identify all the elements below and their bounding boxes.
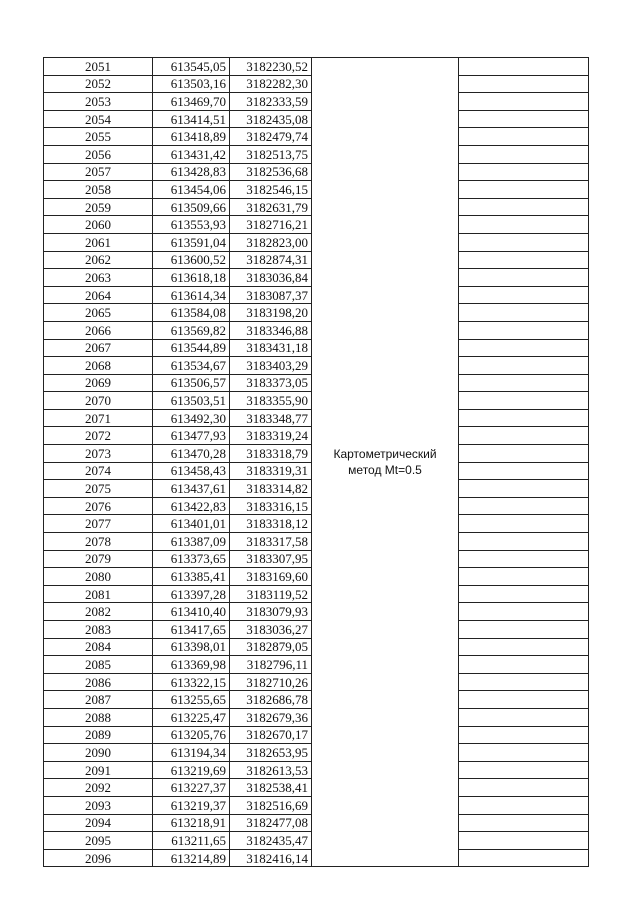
empty-cell — [459, 286, 589, 304]
coordinate-y: 3182435,08 — [230, 110, 312, 128]
point-number: 2069 — [44, 374, 153, 392]
empty-cell — [459, 638, 589, 656]
point-number: 2092 — [44, 779, 153, 797]
coordinate-y: 3182435,47 — [230, 832, 312, 850]
empty-cell — [459, 744, 589, 762]
coordinate-x: 613418,89 — [153, 128, 230, 146]
coordinate-y: 3182536,68 — [230, 163, 312, 181]
point-number: 2054 — [44, 110, 153, 128]
point-number: 2056 — [44, 145, 153, 163]
point-number: 2085 — [44, 656, 153, 674]
coordinate-y: 3183079,93 — [230, 603, 312, 621]
empty-cell — [459, 145, 589, 163]
empty-cell — [459, 568, 589, 586]
empty-cell — [459, 198, 589, 216]
empty-cell — [459, 339, 589, 357]
coordinate-x: 613414,51 — [153, 110, 230, 128]
empty-cell — [459, 779, 589, 797]
point-number: 2080 — [44, 568, 153, 586]
coordinate-y: 3183318,79 — [230, 445, 312, 463]
coordinates-table — [43, 57, 589, 867]
coordinate-x: 613194,34 — [153, 744, 230, 762]
point-number: 2089 — [44, 726, 153, 744]
coordinate-x: 613255,65 — [153, 691, 230, 709]
point-number: 2067 — [44, 339, 153, 357]
point-number: 2093 — [44, 796, 153, 814]
empty-cell — [459, 621, 589, 639]
coordinate-y: 3182716,21 — [230, 216, 312, 234]
point-number: 2077 — [44, 515, 153, 533]
empty-cell — [459, 251, 589, 269]
point-number: 2082 — [44, 603, 153, 621]
coordinate-y: 3183348,77 — [230, 409, 312, 427]
coordinate-x: 613219,37 — [153, 796, 230, 814]
point-number: 2057 — [44, 163, 153, 181]
empty-cell — [459, 726, 589, 744]
empty-cell — [459, 163, 589, 181]
coordinate-y: 3182416,14 — [230, 849, 312, 867]
empty-cell — [459, 233, 589, 251]
method-line-2: метод Mt=0.5 — [348, 463, 422, 478]
coordinate-x: 613618,18 — [153, 269, 230, 287]
coordinate-x: 613214,89 — [153, 849, 230, 867]
coordinate-x: 613469,70 — [153, 93, 230, 111]
coordinate-x: 613614,34 — [153, 286, 230, 304]
coordinate-y: 3182879,05 — [230, 638, 312, 656]
point-number: 2061 — [44, 233, 153, 251]
point-number: 2074 — [44, 462, 153, 480]
empty-cell — [459, 409, 589, 427]
coordinate-y: 3183036,84 — [230, 269, 312, 287]
empty-cell — [459, 110, 589, 128]
coordinate-x: 613584,08 — [153, 304, 230, 322]
point-number: 2060 — [44, 216, 153, 234]
coordinate-y: 3183373,05 — [230, 374, 312, 392]
coordinate-x: 613509,66 — [153, 198, 230, 216]
coordinate-x: 613387,09 — [153, 533, 230, 551]
coordinate-x: 613553,93 — [153, 216, 230, 234]
coordinate-x: 613369,98 — [153, 656, 230, 674]
empty-cell — [459, 673, 589, 691]
coordinate-x: 613397,28 — [153, 585, 230, 603]
point-number: 2081 — [44, 585, 153, 603]
point-number: 2091 — [44, 761, 153, 779]
coordinate-y: 3182670,17 — [230, 726, 312, 744]
point-number: 2063 — [44, 269, 153, 287]
point-number: 2062 — [44, 251, 153, 269]
coordinate-x: 613422,83 — [153, 497, 230, 515]
point-number: 2096 — [44, 849, 153, 867]
empty-cell — [459, 761, 589, 779]
empty-cell — [459, 427, 589, 445]
point-number: 2066 — [44, 321, 153, 339]
empty-cell — [459, 832, 589, 850]
coordinate-x: 613544,89 — [153, 339, 230, 357]
coordinate-y: 3183314,82 — [230, 480, 312, 498]
empty-cell — [459, 58, 589, 76]
coordinate-y: 3183198,20 — [230, 304, 312, 322]
empty-cell — [459, 533, 589, 551]
coordinate-x: 613373,65 — [153, 550, 230, 568]
empty-cell — [459, 216, 589, 234]
coordinate-y: 3182516,69 — [230, 796, 312, 814]
coordinate-y: 3182230,52 — [230, 58, 312, 76]
empty-cell — [459, 515, 589, 533]
coordinate-x: 613322,15 — [153, 673, 230, 691]
empty-cell — [459, 796, 589, 814]
empty-cell — [459, 550, 589, 568]
point-number: 2072 — [44, 427, 153, 445]
point-number: 2075 — [44, 480, 153, 498]
point-number: 2094 — [44, 814, 153, 832]
empty-cell — [459, 814, 589, 832]
coordinate-x: 613470,28 — [153, 445, 230, 463]
empty-cell — [459, 93, 589, 111]
point-number: 2084 — [44, 638, 153, 656]
coordinate-y: 3182631,79 — [230, 198, 312, 216]
point-number: 2088 — [44, 708, 153, 726]
coordinate-x: 613225,47 — [153, 708, 230, 726]
empty-cell — [459, 392, 589, 410]
empty-cell — [459, 603, 589, 621]
coordinate-y: 3182823,00 — [230, 233, 312, 251]
empty-cell — [459, 656, 589, 674]
empty-cell — [459, 128, 589, 146]
point-number: 2083 — [44, 621, 153, 639]
point-number: 2068 — [44, 357, 153, 375]
coordinate-y: 3182477,08 — [230, 814, 312, 832]
empty-cell — [459, 269, 589, 287]
coordinate-x: 613600,52 — [153, 251, 230, 269]
coordinate-x: 613458,43 — [153, 462, 230, 480]
point-number: 2086 — [44, 673, 153, 691]
point-number: 2053 — [44, 93, 153, 111]
coordinate-y: 3183316,15 — [230, 497, 312, 515]
coordinate-y: 3182679,36 — [230, 708, 312, 726]
point-number: 2064 — [44, 286, 153, 304]
coordinate-x: 613227,37 — [153, 779, 230, 797]
coordinate-y: 3182333,59 — [230, 93, 312, 111]
empty-cell — [459, 585, 589, 603]
empty-cell — [459, 357, 589, 375]
coordinate-y: 3183355,90 — [230, 392, 312, 410]
coordinate-y: 3182538,41 — [230, 779, 312, 797]
coordinate-y: 3183431,18 — [230, 339, 312, 357]
coordinate-x: 613417,65 — [153, 621, 230, 639]
empty-cell — [459, 480, 589, 498]
empty-cell — [459, 321, 589, 339]
coordinate-y: 3182479,74 — [230, 128, 312, 146]
coordinate-x: 613398,01 — [153, 638, 230, 656]
coordinate-x: 613385,41 — [153, 568, 230, 586]
coordinate-y: 3182653,95 — [230, 744, 312, 762]
coordinate-x: 613401,01 — [153, 515, 230, 533]
point-number: 2058 — [44, 181, 153, 199]
point-number: 2095 — [44, 832, 153, 850]
coordinate-y: 3183119,52 — [230, 585, 312, 603]
point-number: 2052 — [44, 75, 153, 93]
coordinate-x: 613591,04 — [153, 233, 230, 251]
coordinate-y: 3182686,78 — [230, 691, 312, 709]
coordinate-x: 613219,69 — [153, 761, 230, 779]
coordinate-y: 3182796,11 — [230, 656, 312, 674]
point-number: 2059 — [44, 198, 153, 216]
coordinate-x: 613205,76 — [153, 726, 230, 744]
method-line-1: Картометрический — [333, 447, 437, 462]
table-row — [44, 58, 589, 76]
empty-cell — [459, 462, 589, 480]
coordinate-y: 3182710,26 — [230, 673, 312, 691]
coordinate-y: 3183318,12 — [230, 515, 312, 533]
point-number: 2051 — [44, 58, 153, 76]
coordinate-x: 613218,91 — [153, 814, 230, 832]
coordinate-y: 3183346,88 — [230, 321, 312, 339]
point-number: 2090 — [44, 744, 153, 762]
coordinate-x: 613477,93 — [153, 427, 230, 445]
empty-cell — [459, 445, 589, 463]
coordinate-y: 3183403,29 — [230, 357, 312, 375]
coordinate-y: 3183087,37 — [230, 286, 312, 304]
coordinate-x: 613503,16 — [153, 75, 230, 93]
coordinate-y: 3183169,60 — [230, 568, 312, 586]
coordinates-table-body — [44, 58, 589, 867]
empty-cell — [459, 849, 589, 867]
empty-cell — [459, 708, 589, 726]
empty-cell — [459, 691, 589, 709]
point-number: 2087 — [44, 691, 153, 709]
coordinate-x: 613503,51 — [153, 392, 230, 410]
coordinate-x: 613506,57 — [153, 374, 230, 392]
coordinate-x: 613431,42 — [153, 145, 230, 163]
coordinate-y: 3182874,31 — [230, 251, 312, 269]
empty-cell — [459, 374, 589, 392]
coordinate-y: 3182613,53 — [230, 761, 312, 779]
empty-cell — [459, 304, 589, 322]
coordinate-x: 613569,82 — [153, 321, 230, 339]
point-number: 2076 — [44, 497, 153, 515]
coordinate-x: 613534,67 — [153, 357, 230, 375]
coordinate-x: 613410,40 — [153, 603, 230, 621]
point-number: 2055 — [44, 128, 153, 146]
coordinate-y: 3183036,27 — [230, 621, 312, 639]
coordinate-x: 613437,61 — [153, 480, 230, 498]
point-number: 2071 — [44, 409, 153, 427]
point-number: 2079 — [44, 550, 153, 568]
coordinate-x: 613545,05 — [153, 58, 230, 76]
coordinate-y: 3182282,30 — [230, 75, 312, 93]
empty-cell — [459, 75, 589, 93]
point-number: 2070 — [44, 392, 153, 410]
coordinate-y: 3182546,15 — [230, 181, 312, 199]
coordinate-y: 3183307,95 — [230, 550, 312, 568]
coordinate-y: 3183317,58 — [230, 533, 312, 551]
point-number: 2078 — [44, 533, 153, 551]
coordinate-y: 3182513,75 — [230, 145, 312, 163]
coordinate-y: 3183319,31 — [230, 462, 312, 480]
coordinate-x: 613492,30 — [153, 409, 230, 427]
coordinate-y: 3183319,24 — [230, 427, 312, 445]
empty-cell — [459, 181, 589, 199]
empty-cell — [459, 497, 589, 515]
method-cell — [312, 58, 459, 867]
point-number: 2073 — [44, 445, 153, 463]
point-number: 2065 — [44, 304, 153, 322]
coordinate-x: 613454,06 — [153, 181, 230, 199]
coordinate-x: 613428,83 — [153, 163, 230, 181]
coordinate-x: 613211,65 — [153, 832, 230, 850]
